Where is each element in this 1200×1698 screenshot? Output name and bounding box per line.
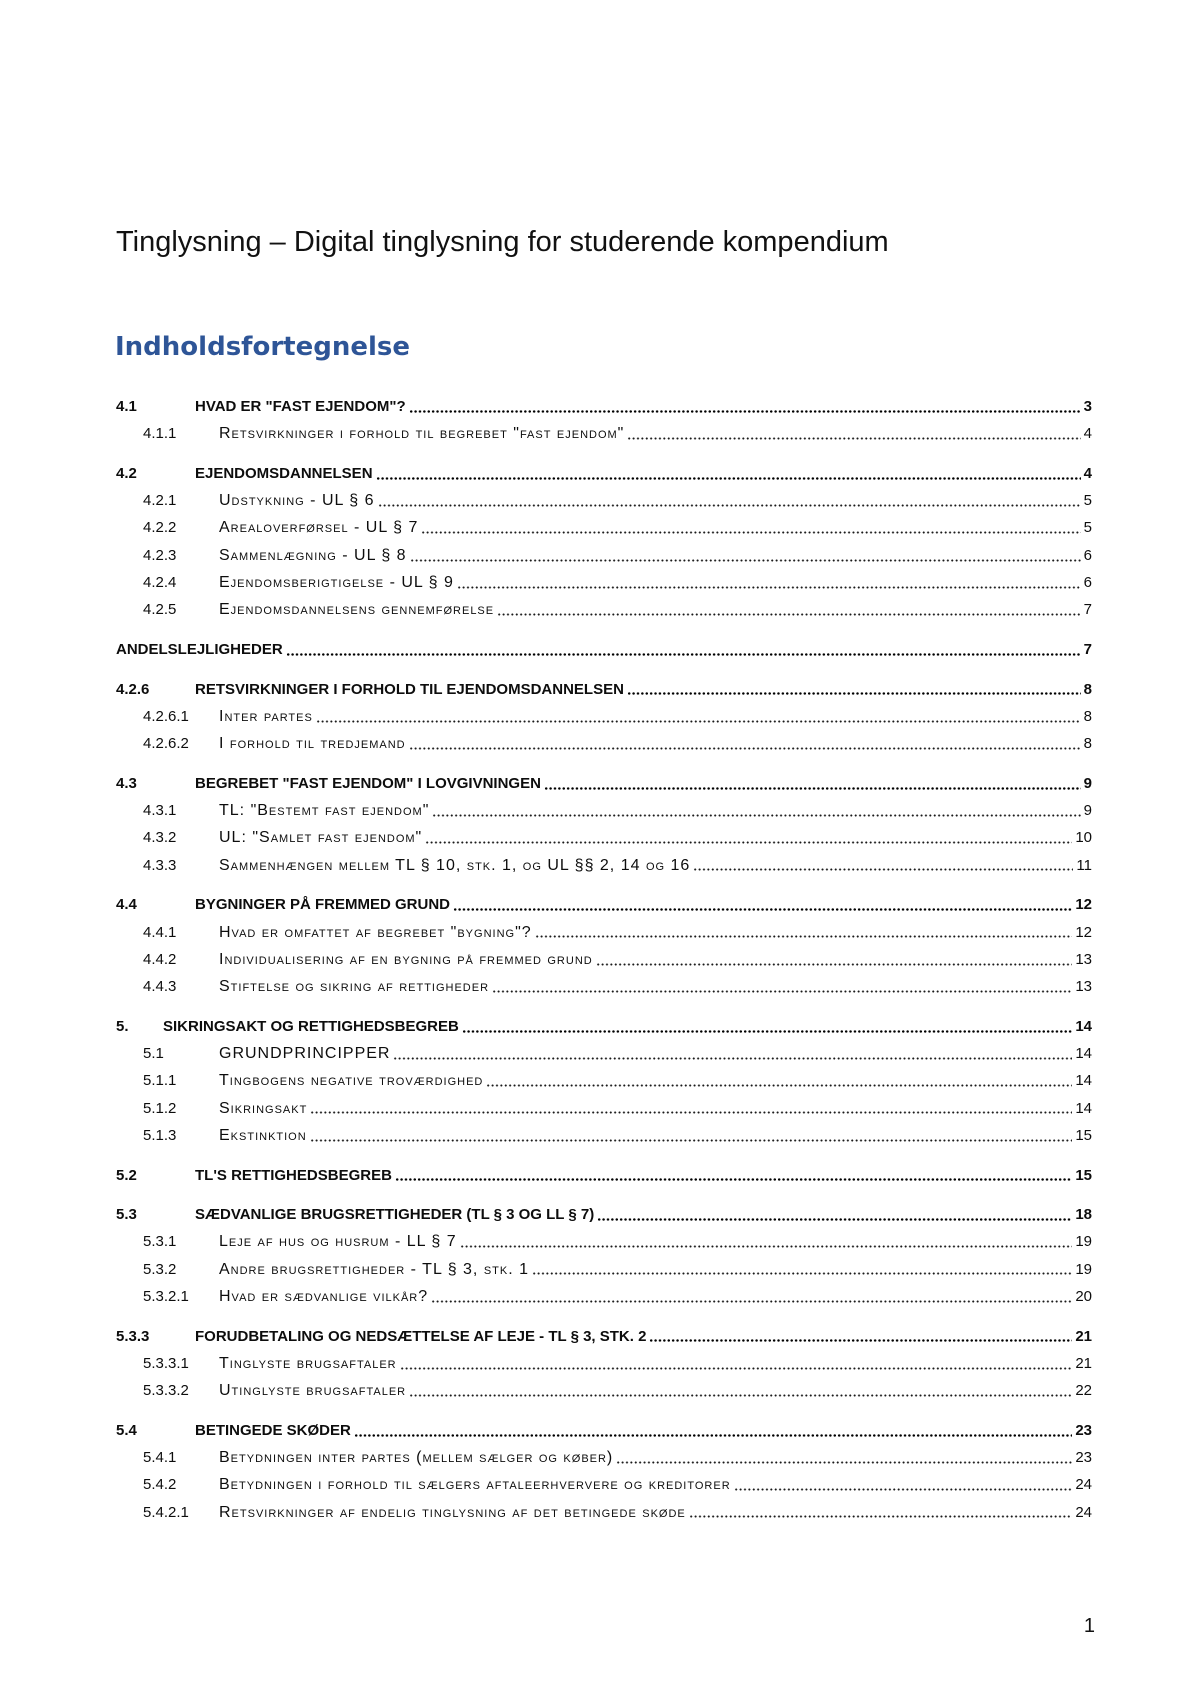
toc-entry-page: 21	[1075, 1327, 1092, 1345]
dot-leader	[597, 1218, 1072, 1221]
toc-entry-page: 19	[1075, 1233, 1092, 1251]
toc-entry-title: RETSVIRKNINGER I FORHOLD TIL EJENDOMSDANNELSEN	[195, 680, 624, 698]
toc-entry-title: I forhold til tredjemand	[219, 735, 406, 753]
dot-leader	[627, 692, 1081, 695]
toc-entry-4-4-1[interactable]	[116, 919, 1092, 946]
toc-entry-5-3[interactable]	[116, 1201, 1092, 1228]
toc-entry-title: TL: "Bestemt fast ejendom"	[219, 802, 430, 820]
toc-entry-page: 8	[1083, 707, 1092, 725]
toc-entry-5-4-1[interactable]	[116, 1444, 1092, 1471]
toc-entry-page: 11	[1076, 856, 1092, 874]
toc-entry-number: 5.3.3	[116, 1327, 150, 1345]
toc-entry-page: 4	[1083, 425, 1092, 443]
dot-leader	[425, 841, 1072, 844]
toc-entry-number: 5.4.2.1	[143, 1503, 189, 1521]
toc-entry-number: 4.1	[116, 398, 137, 415]
toc-entry-number: 5.3.1	[143, 1233, 177, 1251]
toc-entry-4-3-3[interactable]	[116, 852, 1092, 879]
toc-entry-4-3-1[interactable]	[116, 797, 1092, 824]
toc-entry-5[interactable]	[116, 1013, 1092, 1040]
dot-leader	[410, 559, 1081, 562]
toc-entry-title: GRUNDPRINCIPPER	[219, 1045, 391, 1063]
toc-entry-4-3-2[interactable]	[116, 824, 1092, 851]
toc-entry-5-1[interactable]	[116, 1040, 1092, 1067]
toc-entry-page: 15	[1075, 1126, 1092, 1144]
toc-entry-page: 7	[1083, 601, 1092, 619]
table-of-contents	[116, 393, 1092, 1526]
toc-entry-title: Sammenhængen mellem TL § 10, stk. 1, og UL §§ 2, 14 og 16	[219, 856, 691, 874]
toc-entry-title: Andre brugsrettigheder - TL § 3, stk. 1	[219, 1260, 530, 1278]
toc-entry-4-2-6-1[interactable]	[116, 703, 1092, 730]
dot-leader	[627, 437, 1080, 440]
toc-entry-number: 4.4.2	[143, 950, 177, 968]
toc-entry-number: 5.3	[116, 1206, 137, 1224]
dot-leader	[409, 747, 1081, 750]
toc-entry-title: HVAD ER "FAST EJENDOM"?	[195, 398, 406, 415]
toc-entry-number: 5.1	[143, 1045, 164, 1063]
toc-entry-page: 13	[1075, 950, 1092, 968]
toc-entry-5-3-2-1[interactable]	[116, 1283, 1092, 1310]
dot-leader	[457, 586, 1081, 589]
toc-entry-title: SIKRINGSAKT OG RETTIGHEDSBEGREB	[163, 1017, 459, 1035]
toc-entry-page: 14	[1075, 1072, 1092, 1090]
dot-leader	[316, 720, 1081, 723]
dot-leader	[431, 1300, 1072, 1303]
dot-leader	[421, 531, 1080, 534]
toc-entry-number: 5.	[116, 1017, 129, 1035]
toc-entry-page: 12	[1075, 923, 1092, 941]
toc-entry-title: Betydningen inter partes (mellem sælger og køber)	[219, 1449, 614, 1467]
toc-entry-number: 5.1.2	[143, 1099, 177, 1117]
toc-entry-number: 4.2.1	[143, 492, 177, 510]
toc-entry-5-3-3[interactable]	[116, 1323, 1092, 1350]
toc-heading: Indholdsfortegnelse	[115, 332, 411, 362]
toc-entry-number: 5.3.2.1	[143, 1287, 189, 1305]
toc-entry-page: 8	[1083, 680, 1092, 698]
toc-entry-page: 10	[1075, 829, 1092, 847]
toc-entry-4-4-2[interactable]	[116, 946, 1092, 973]
toc-entry-page: 6	[1083, 574, 1092, 592]
toc-entry-title: Tingbogens negative troværdighed	[219, 1072, 484, 1090]
toc-entry-page: 13	[1075, 978, 1092, 996]
toc-entry-title: Ejendomsberigtigelse - UL § 9	[219, 574, 454, 592]
toc-entry-5-3-3-2[interactable]	[116, 1377, 1092, 1404]
dot-leader	[310, 1111, 1072, 1114]
toc-entry-number: 4.2.6.1	[143, 707, 189, 725]
toc-entry-number: 4.2.6.2	[143, 735, 189, 753]
toc-entry-number: 5.3.3.2	[143, 1382, 189, 1400]
dot-leader	[453, 908, 1072, 911]
dot-leader	[354, 1434, 1072, 1437]
toc-entry-title: BETINGEDE SKØDER	[195, 1421, 351, 1439]
toc-entry-title: FORUDBETALING OG NEDSÆTTELSE AF LEJE - TL § 3, STK. 2	[195, 1327, 647, 1345]
toc-entry-title: Stiftelse og sikring af rettigheder	[219, 978, 490, 996]
toc-entry-page: 23	[1075, 1449, 1092, 1467]
toc-entry-page: 14	[1075, 1017, 1092, 1035]
toc-entry-number: 4.4	[116, 896, 137, 914]
toc-entry-page: 19	[1075, 1260, 1092, 1278]
toc-entry-page: 4	[1083, 464, 1092, 482]
toc-entry-page: 20	[1075, 1287, 1092, 1305]
toc-entry-number: 4.3.2	[143, 829, 177, 847]
toc-entry-number: 4.2.3	[143, 546, 177, 564]
toc-entry-title: Retsvirkninger af endelig tinglysning af det betingede skøde	[219, 1503, 686, 1521]
dot-leader	[409, 410, 1081, 413]
toc-entry-title: Inter partes	[219, 707, 313, 725]
toc-entry-page: 14	[1075, 1045, 1092, 1063]
toc-entry-4-2-1[interactable]	[116, 487, 1092, 514]
dot-leader	[432, 814, 1080, 817]
toc-entry-4-2-3[interactable]	[116, 542, 1092, 569]
toc-entry-number: 4.2.2	[143, 519, 177, 537]
dot-leader	[395, 1178, 1072, 1181]
toc-entry-5-3-2[interactable]	[116, 1256, 1092, 1283]
dot-leader	[486, 1084, 1072, 1087]
toc-entry-title: Utinglyste brugsaftaler	[219, 1382, 407, 1400]
toc-entry-5-1-2[interactable]	[116, 1095, 1092, 1122]
dot-leader	[532, 1272, 1072, 1275]
toc-entry-number: 4.1.1	[143, 425, 177, 443]
toc-entry-title: Ejendomsdannelsens gennemførelse	[219, 601, 495, 619]
dot-leader	[689, 1515, 1073, 1518]
page-number: 1	[1083, 1615, 1095, 1637]
toc-entry-number: 5.2	[116, 1166, 137, 1184]
dot-leader	[693, 868, 1073, 871]
toc-entry-5-4-2-1[interactable]	[116, 1499, 1092, 1526]
toc-entry-page: 18	[1075, 1206, 1092, 1224]
dot-leader	[544, 787, 1081, 790]
toc-entry-page: 12	[1075, 896, 1092, 914]
toc-entry-4-2[interactable]	[116, 460, 1092, 487]
toc-entry-4-2-5[interactable]	[116, 596, 1092, 623]
toc-entry-title: Sammenlægning - UL § 8	[219, 546, 407, 564]
dot-leader	[310, 1139, 1073, 1142]
toc-entry-andelslejligheder[interactable]	[116, 636, 1092, 663]
dot-leader	[649, 1339, 1072, 1342]
toc-entry-page: 9	[1083, 774, 1092, 792]
toc-entry-title: Leje af hus og husrum - LL § 7	[219, 1233, 457, 1251]
dot-leader	[734, 1488, 1073, 1491]
toc-entry-5-4-2[interactable]	[116, 1471, 1092, 1498]
toc-entry-title: UL: "Samlet fast ejendom"	[219, 829, 423, 847]
toc-entry-page: 8	[1083, 735, 1092, 753]
dot-leader	[400, 1367, 1073, 1370]
toc-entry-title: Individualisering af en bygning på fremmed grund	[219, 950, 593, 968]
dot-leader	[497, 613, 1081, 616]
toc-entry-title: Hvad er omfattet af begrebet "bygning"?	[219, 923, 532, 941]
toc-entry-number: 5.3.3.1	[143, 1354, 189, 1372]
toc-entry-page: 5	[1083, 519, 1092, 537]
toc-entry-page: 22	[1075, 1382, 1092, 1400]
toc-entry-page: 24	[1075, 1476, 1092, 1494]
toc-entry-page: 14	[1075, 1099, 1092, 1117]
toc-entry-title: SÆDVANLIGE BRUGSRETTIGHEDER (TL § 3 OG LL § 7)	[195, 1206, 595, 1224]
toc-entry-page: 9	[1083, 802, 1092, 820]
toc-entry-4-3[interactable]	[116, 770, 1092, 797]
toc-entry-5-2[interactable]	[116, 1162, 1092, 1189]
toc-entry-page: 3	[1083, 398, 1092, 415]
toc-entry-4-4[interactable]	[116, 891, 1092, 918]
toc-entry-title: Sikringsakt	[219, 1099, 308, 1117]
dot-leader	[409, 1394, 1072, 1397]
toc-entry-number: 5.4	[116, 1421, 137, 1439]
toc-entry-number: 5.4.2	[143, 1476, 177, 1494]
dot-leader	[616, 1461, 1072, 1464]
toc-entry-number: 4.4.1	[143, 923, 177, 941]
toc-entry-title: Betydningen i forhold til sælgers aftaleerhververe og kreditorer	[219, 1476, 731, 1494]
toc-entry-page: 21	[1075, 1354, 1092, 1372]
dot-leader	[376, 477, 1081, 480]
toc-entry-4-2-6-2[interactable]	[116, 730, 1092, 757]
toc-entry-title: EJENDOMSDANNELSEN	[195, 464, 373, 482]
toc-entry-number: 4.4.3	[143, 978, 177, 996]
toc-entry-4-2-6[interactable]	[116, 676, 1092, 703]
toc-entry-4-4-3[interactable]	[116, 973, 1092, 1000]
dot-leader	[462, 1030, 1072, 1033]
toc-entry-number: 4.2	[116, 464, 137, 482]
toc-entry-page: 5	[1083, 492, 1092, 510]
toc-entry-number: 4.2.4	[143, 574, 177, 592]
dot-leader	[596, 963, 1073, 966]
toc-entry-5-3-3-1[interactable]	[116, 1350, 1092, 1377]
toc-entry-5-4[interactable]	[116, 1417, 1092, 1444]
toc-entry-number: 4.2.6	[116, 680, 150, 698]
document-title: Tinglysning – Digital tinglysning for studerende kompendium	[116, 226, 889, 258]
dot-leader	[393, 1057, 1072, 1060]
toc-entry-title: Arealoverførsel - UL § 7	[219, 519, 419, 537]
toc-entry-5-1-3[interactable]	[116, 1122, 1092, 1149]
toc-entry-page: 23	[1075, 1421, 1092, 1439]
toc-entry-title: Retsvirkninger i forhold til begrebet "fast ejendom"	[219, 425, 625, 443]
toc-entry-4-1[interactable]	[116, 393, 1092, 420]
toc-entry-title: TL'S RETTIGHEDSBEGREB	[195, 1166, 392, 1184]
toc-entry-title: Hvad er sædvanlige vilkår?	[219, 1287, 429, 1305]
toc-entry-5-1-1[interactable]	[116, 1067, 1092, 1094]
toc-entry-number: 4.2.5	[143, 601, 177, 619]
dot-leader	[378, 504, 1081, 507]
toc-entry-title: Ekstinktion	[219, 1126, 307, 1144]
toc-entry-number: 5.3.2	[143, 1260, 177, 1278]
toc-entry-number: 4.3	[116, 774, 137, 792]
toc-entry-title: ANDELSLEJLIGHEDER	[116, 640, 283, 658]
toc-entry-4-2-4[interactable]	[116, 569, 1092, 596]
toc-entry-page: 6	[1083, 546, 1092, 564]
toc-entry-page: 7	[1083, 640, 1092, 658]
toc-entry-number: 5.4.1	[143, 1449, 177, 1467]
dot-leader	[286, 653, 1081, 656]
toc-entry-title: BYGNINGER PÅ FREMMED GRUND	[195, 896, 451, 914]
dot-leader	[535, 935, 1073, 938]
toc-entry-number: 4.3.3	[143, 856, 177, 874]
toc-entry-title: Udstykning - UL § 6	[219, 492, 375, 510]
dot-leader	[492, 990, 1072, 993]
toc-entry-number: 5.1.3	[143, 1126, 177, 1144]
toc-entry-title: Tinglyste brugsaftaler	[219, 1354, 397, 1372]
toc-entry-title: BEGREBET "FAST EJENDOM" I LOVGIVNINGEN	[195, 774, 541, 792]
toc-entry-page: 24	[1075, 1503, 1092, 1521]
toc-entry-page: 15	[1075, 1166, 1092, 1184]
toc-entry-4-2-2[interactable]	[116, 514, 1092, 541]
toc-entry-5-3-1[interactable]	[116, 1228, 1092, 1255]
toc-entry-number: 5.1.1	[143, 1072, 177, 1090]
toc-entry-number: 4.3.1	[143, 802, 177, 820]
dot-leader	[460, 1245, 1073, 1248]
toc-entry-4-1-1[interactable]	[116, 420, 1092, 447]
